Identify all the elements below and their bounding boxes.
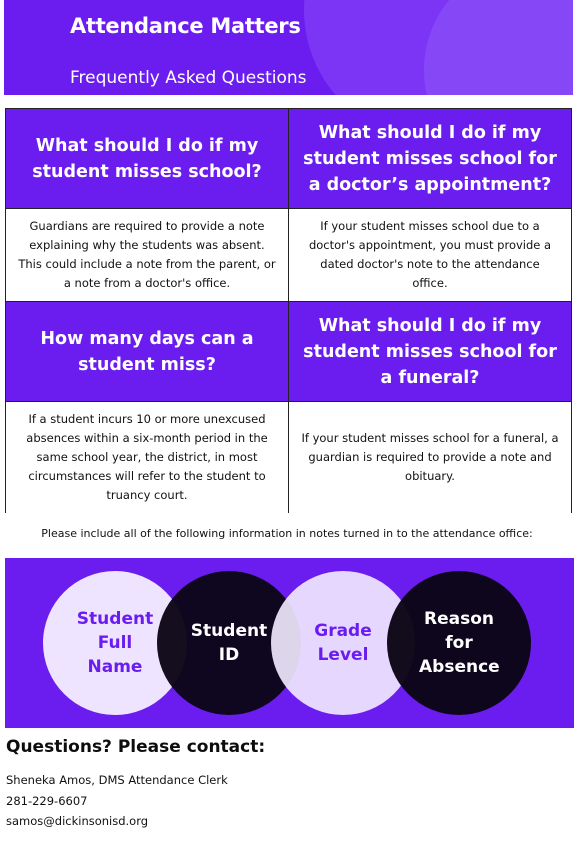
info-circle-label: Student Full Name	[76, 609, 154, 677]
faq-answer-text: If your student misses school for a funeral, a guardian is required to provide a note and obituary.	[301, 431, 559, 483]
page-title: Attendance Matters	[70, 14, 301, 38]
faq-question	[289, 109, 571, 208]
faq-question	[6, 109, 289, 208]
info-circle-label: Student ID	[190, 621, 268, 665]
faq-answer-text: If your student misses school due to a doctor's appointment, you must provide a dated doctor's note to the attendance office.	[308, 219, 552, 290]
contact-phone: 281-229-6607	[6, 794, 88, 808]
info-circle-label: Grade Level	[314, 621, 372, 665]
faq-question-text: What should I do if my student misses school for a doctor’s appointment?	[303, 122, 557, 195]
faq-answer	[6, 208, 289, 302]
faq-question-text: What should I do if my student misses school?	[32, 135, 262, 182]
header-banner	[4, 0, 573, 95]
faq-grid	[5, 108, 572, 513]
required-info-band	[5, 558, 574, 728]
faq-question-text: What should I do if my student misses school for a funeral?	[303, 315, 557, 388]
contact-name: Sheneka Amos, DMS Attendance Clerk	[6, 773, 228, 787]
contact-email: samos@dickinsonisd.org	[6, 814, 149, 828]
info-circle-reason	[387, 571, 531, 715]
faq-question	[289, 302, 571, 401]
faq-question	[6, 302, 289, 401]
decorative-blob	[424, 0, 573, 95]
info-circle-label: Reason for Absence	[419, 609, 500, 677]
faq-answer-text: If a student incurs 10 or more unexcused absences within a six-month period in the same school year, the district, in most circumstances will refer to the student to truancy court.	[26, 412, 268, 502]
faq-answer-text: Guardians are required to provide a note explaining why the students was absent. This could include a note from the parent, or a note from a doctor's office.	[18, 219, 276, 290]
faq-question-text: How many days can a student miss?	[40, 328, 254, 375]
notes-instructions: Please include all of the following information in notes turned in to the attendance office:	[41, 527, 533, 540]
contact-heading: Questions? Please contact:	[6, 737, 266, 757]
page-subtitle: Frequently Asked Questions	[70, 68, 307, 88]
faq-answer	[289, 208, 571, 302]
faq-answer	[6, 401, 289, 513]
faq-answer	[289, 401, 571, 513]
